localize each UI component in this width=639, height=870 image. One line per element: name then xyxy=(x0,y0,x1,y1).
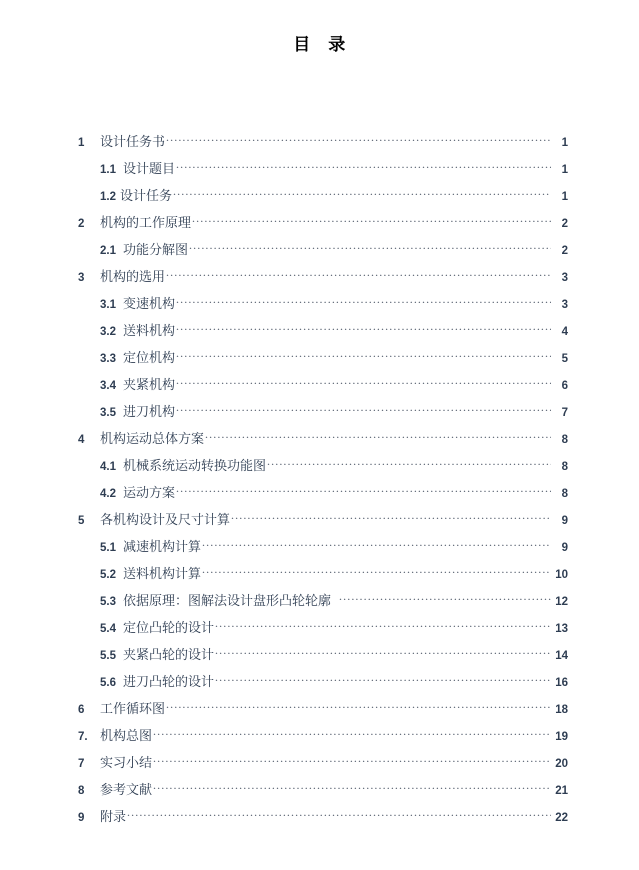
toc-entry[interactable] xyxy=(72,725,568,752)
toc-entry-title: 实习小结 xyxy=(100,755,153,770)
toc-entry[interactable] xyxy=(72,671,568,698)
toc-entry-number: 5.1 xyxy=(100,542,116,554)
toc-dot-leader xyxy=(176,322,551,335)
toc-entry-page-number: 8 xyxy=(561,488,568,500)
toc-dot-leader xyxy=(231,511,551,524)
toc-dot-leader xyxy=(205,430,551,443)
toc-entry-title: 设计任务 xyxy=(120,188,173,203)
toc-entry-title: 机构运动总体方案 xyxy=(100,431,205,446)
toc-entry-title: 进刀机构 xyxy=(123,404,176,419)
toc-entry-title: 定位凸轮的设计 xyxy=(123,620,215,635)
toc-entry-number: 3.1 xyxy=(100,299,116,311)
toc-entry-number: 4.1 xyxy=(100,461,116,473)
toc-entry-number: 9 xyxy=(78,812,85,824)
toc-dot-leader xyxy=(153,754,551,767)
toc-dot-leader xyxy=(176,160,551,173)
toc-entry[interactable] xyxy=(72,239,568,266)
toc-entry-number: 3 xyxy=(78,272,85,284)
toc-entry-page-number: 8 xyxy=(561,434,568,446)
toc-entry-title: 变速机构 xyxy=(123,296,176,311)
toc-entry-page-number: 3 xyxy=(561,299,568,311)
toc-entry-page-number: 3 xyxy=(561,272,568,284)
toc-dot-leader xyxy=(176,295,551,308)
toc-entry[interactable] xyxy=(72,455,568,482)
toc-dot-leader xyxy=(153,781,551,794)
toc-entry[interactable] xyxy=(72,266,568,293)
toc-entry-title: 机构的工作原理 xyxy=(100,215,192,230)
toc-dot-leader xyxy=(166,133,551,146)
toc-entry-page-number: 21 xyxy=(555,785,568,797)
toc-entry-page-number: 12 xyxy=(555,596,568,608)
toc-dot-leader xyxy=(153,727,551,740)
toc-entry-page-number: 6 xyxy=(561,380,568,392)
toc-entry-page-number: 1 xyxy=(561,191,568,203)
toc-entry-title: 机构总图 xyxy=(100,728,153,743)
toc-entry[interactable] xyxy=(72,131,568,158)
toc-entry[interactable] xyxy=(72,185,568,212)
page-title: 目 录 xyxy=(293,35,346,54)
toc-entry[interactable] xyxy=(72,617,568,644)
toc-entry[interactable] xyxy=(72,563,568,590)
toc-entry[interactable] xyxy=(72,212,568,239)
toc-entry-page-number: 22 xyxy=(555,812,568,824)
toc-entry[interactable] xyxy=(72,374,568,401)
toc-entry-number: 1.1 xyxy=(100,164,116,176)
toc-entry[interactable] xyxy=(72,698,568,725)
toc-entry[interactable] xyxy=(72,752,568,779)
toc-dot-leader xyxy=(166,268,551,281)
table-of-contents-list xyxy=(72,131,568,833)
toc-entry[interactable] xyxy=(72,509,568,536)
toc-entry[interactable] xyxy=(72,158,568,185)
toc-entry-number: 8 xyxy=(78,785,85,797)
toc-entry[interactable] xyxy=(72,401,568,428)
toc-entry-number: 1.2 xyxy=(100,191,116,203)
toc-entry-number: 3.5 xyxy=(100,407,116,419)
toc-dot-leader xyxy=(215,673,551,686)
toc-dot-leader xyxy=(339,592,551,605)
toc-entry-number: 3.4 xyxy=(100,380,116,392)
toc-dot-leader xyxy=(215,646,551,659)
toc-entry-number: 5.5 xyxy=(100,650,116,662)
toc-entry-title: 各机构设计及尺寸计算 xyxy=(100,512,231,527)
toc-dot-leader xyxy=(176,349,551,362)
toc-entry-title: 送料机构 xyxy=(123,323,176,338)
toc-entry-title: 夹紧凸轮的设计 xyxy=(123,647,215,662)
toc-dot-leader xyxy=(267,457,551,470)
toc-entry-page-number: 4 xyxy=(561,326,568,338)
toc-entry[interactable] xyxy=(72,482,568,509)
toc-entry-title: 附录 xyxy=(100,809,127,824)
toc-entry-page-number: 2 xyxy=(561,245,568,257)
toc-entry-number: 5 xyxy=(78,515,85,527)
toc-entry[interactable] xyxy=(72,644,568,671)
toc-entry-page-number: 13 xyxy=(555,623,568,635)
toc-entry-title: 夹紧机构 xyxy=(123,377,176,392)
toc-entry-title: 定位机构 xyxy=(123,350,176,365)
toc-dot-leader xyxy=(202,538,551,551)
toc-entry-number: 3.3 xyxy=(100,353,116,365)
toc-dot-leader xyxy=(166,700,551,713)
toc-entry-page-number: 2 xyxy=(561,218,568,230)
toc-entry-title: 设计任务书 xyxy=(100,134,166,149)
toc-entry[interactable] xyxy=(72,590,568,617)
toc-entry-number: 5.2 xyxy=(100,569,116,581)
toc-entry-page-number: 8 xyxy=(561,461,568,473)
toc-entry-title: 依据原理：图解法设计盘形凸轮轮廓 xyxy=(123,593,332,608)
toc-entry-number: 3.2 xyxy=(100,326,116,338)
toc-entry-number: 5.6 xyxy=(100,677,116,689)
toc-dot-leader xyxy=(202,565,551,578)
toc-entry-page-number: 9 xyxy=(561,515,568,527)
toc-dot-leader xyxy=(127,808,551,821)
toc-entry[interactable] xyxy=(72,428,568,455)
toc-entry-number: 2 xyxy=(78,218,85,230)
toc-dot-leader xyxy=(176,484,551,497)
toc-entry-title: 机械系统运动转换功能图 xyxy=(123,458,267,473)
toc-entry-page-number: 10 xyxy=(555,569,568,581)
toc-entry-page-number: 9 xyxy=(561,542,568,554)
toc-entry-page-number: 1 xyxy=(561,137,568,149)
toc-entry-number: 1 xyxy=(78,137,85,149)
toc-entry-number: 5.3 xyxy=(100,596,116,608)
toc-dot-leader xyxy=(173,187,551,200)
toc-entry-number: 2.1 xyxy=(100,245,116,257)
toc-entry-title: 参考文献 xyxy=(100,782,153,797)
toc-entry-number: 6 xyxy=(78,704,85,716)
toc-entry-page-number: 16 xyxy=(555,677,568,689)
toc-dot-leader xyxy=(176,403,551,416)
toc-entry-title: 运动方案 xyxy=(123,485,176,500)
toc-entry-title: 送料机构计算 xyxy=(123,566,202,581)
toc-entry[interactable] xyxy=(72,293,568,320)
toc-entry-title: 机构的选用 xyxy=(100,269,166,284)
toc-entry[interactable] xyxy=(72,779,568,806)
toc-entry-title: 减速机构计算 xyxy=(123,539,202,554)
toc-entry-title: 设计题目 xyxy=(123,161,176,176)
toc-entry-number: 5.4 xyxy=(100,623,116,635)
toc-entry-number: 4 xyxy=(78,434,85,446)
toc-entry[interactable] xyxy=(72,347,568,374)
toc-entry[interactable] xyxy=(72,320,568,347)
toc-entry-number: 4.2 xyxy=(100,488,116,500)
toc-entry-title: 进刀凸轮的设计 xyxy=(123,674,215,689)
toc-dot-leader xyxy=(189,241,551,254)
toc-entry[interactable] xyxy=(72,806,568,833)
toc-entry-number: 7 xyxy=(78,758,85,770)
toc-dot-leader xyxy=(192,214,551,227)
toc-entry-page-number: 14 xyxy=(555,650,568,662)
toc-entry[interactable] xyxy=(72,536,568,563)
toc-entry-page-number: 5 xyxy=(561,353,568,365)
toc-entry-page-number: 7 xyxy=(561,407,568,419)
toc-dot-leader xyxy=(176,376,551,389)
toc-entry-page-number: 1 xyxy=(561,164,568,176)
toc-entry-title: 工作循环图 xyxy=(100,701,166,716)
toc-entry-page-number: 19 xyxy=(555,731,568,743)
toc-entry-title: 功能分解图 xyxy=(123,242,189,257)
toc-entry-page-number: 20 xyxy=(555,758,568,770)
toc-entry-number: 7. xyxy=(78,731,88,743)
toc-entry-page-number: 18 xyxy=(555,704,568,716)
toc-dot-leader xyxy=(215,619,551,632)
